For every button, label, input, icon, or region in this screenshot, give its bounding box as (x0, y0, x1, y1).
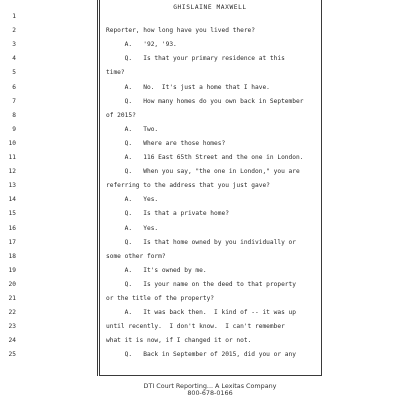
transcript-line (0, 95, 322, 109)
line-text: Q. When you say, "the one in London," you are (106, 168, 300, 176)
transcript-line (0, 66, 322, 80)
transcript-line (0, 193, 322, 207)
transcript-line (0, 264, 322, 278)
line-number: 18 (8, 252, 16, 260)
line-text: A. 116 East 65th Street and the one in London. (106, 154, 304, 161)
transcript-line (0, 38, 322, 52)
transcript-line (0, 207, 322, 221)
line-number: 24 (8, 337, 16, 345)
line-text: Q. Is that a private home? (106, 210, 229, 218)
transcript-line (0, 165, 322, 179)
line-text: A. Yes. (106, 196, 159, 204)
transcript-line (0, 10, 322, 24)
line-text: A. Two. (106, 125, 159, 133)
line-number: 14 (8, 196, 16, 204)
line-text: A. Yes. (106, 224, 159, 232)
transcript-line (0, 52, 322, 66)
line-number: 12 (8, 168, 16, 176)
line-number: 9 (12, 125, 16, 133)
line-number: 22 (8, 309, 16, 317)
transcript-line (0, 250, 322, 264)
line-number: 16 (8, 224, 16, 232)
line-number: 15 (8, 210, 16, 218)
line-text: Q. How many homes do you own back in September (106, 97, 304, 105)
line-text: Q. Where are those homes? (106, 139, 226, 147)
line-number: 17 (8, 238, 16, 246)
line-text: Q. Is that home owned by you individually or (106, 238, 296, 246)
transcript-line (0, 306, 322, 320)
line-number: 25 (8, 351, 16, 359)
line-text: Q. Back in September of 2015, did you or any (106, 351, 296, 359)
line-number: 13 (8, 182, 16, 190)
line-text: of 2015? (106, 111, 136, 119)
line-text: until recently. I don't know. I can't remember (106, 323, 285, 331)
transcript-line (0, 236, 322, 250)
line-number: 11 (8, 154, 16, 161)
transcript-line (0, 222, 322, 236)
transcript-line (0, 292, 322, 306)
transcript-line (0, 278, 322, 292)
line-text: Q. Is that your primary residence at this (106, 55, 285, 63)
line-text: A. It was back then. I kind of -- it was up (106, 309, 296, 317)
line-number: 3 (12, 41, 16, 49)
transcript-line (0, 320, 322, 334)
footer-phone: 800-678-0166 (187, 389, 233, 397)
transcript-line (0, 179, 322, 193)
line-text: Q. Is your name on the deed to that property (106, 280, 296, 288)
line-number: 20 (8, 280, 16, 288)
line-text: A. It's owned by me. (106, 266, 207, 274)
line-text: time? (106, 69, 125, 77)
footer-company: DTI Court Reporting... A Lexitas Company (143, 382, 277, 390)
line-text: what it is now, if I changed it or not. (106, 337, 252, 345)
page-header: GHISLAINE MAXWELL (173, 4, 247, 11)
line-text: referring to the address that you just gave? (106, 182, 270, 190)
transcript-line (0, 137, 322, 151)
line-text: some other form? (106, 252, 166, 260)
line-number: 21 (8, 295, 16, 302)
transcript-line (0, 24, 322, 38)
line-text: A. No. It's just a home that I have. (106, 83, 270, 91)
line-number: 5 (12, 69, 16, 77)
line-number: 23 (8, 323, 16, 331)
line-text: Reporter, how long have you lived there? (106, 27, 256, 35)
line-number: 4 (12, 55, 16, 63)
line-number: 1 (12, 13, 16, 20)
line-text: A. '92, '93. (106, 41, 177, 49)
transcript-line (0, 109, 322, 123)
line-text: or the title of the property? (106, 295, 215, 302)
line-number: 10 (8, 139, 16, 147)
transcript-line (0, 81, 322, 95)
transcript-line (0, 151, 322, 165)
transcript-line (0, 123, 322, 137)
line-number: 6 (12, 83, 16, 91)
line-number: 8 (12, 111, 16, 119)
transcript-line (0, 348, 322, 362)
line-number: 2 (12, 27, 16, 35)
line-number: 7 (12, 97, 16, 105)
line-number: 19 (8, 266, 16, 274)
transcript-line (0, 334, 322, 348)
